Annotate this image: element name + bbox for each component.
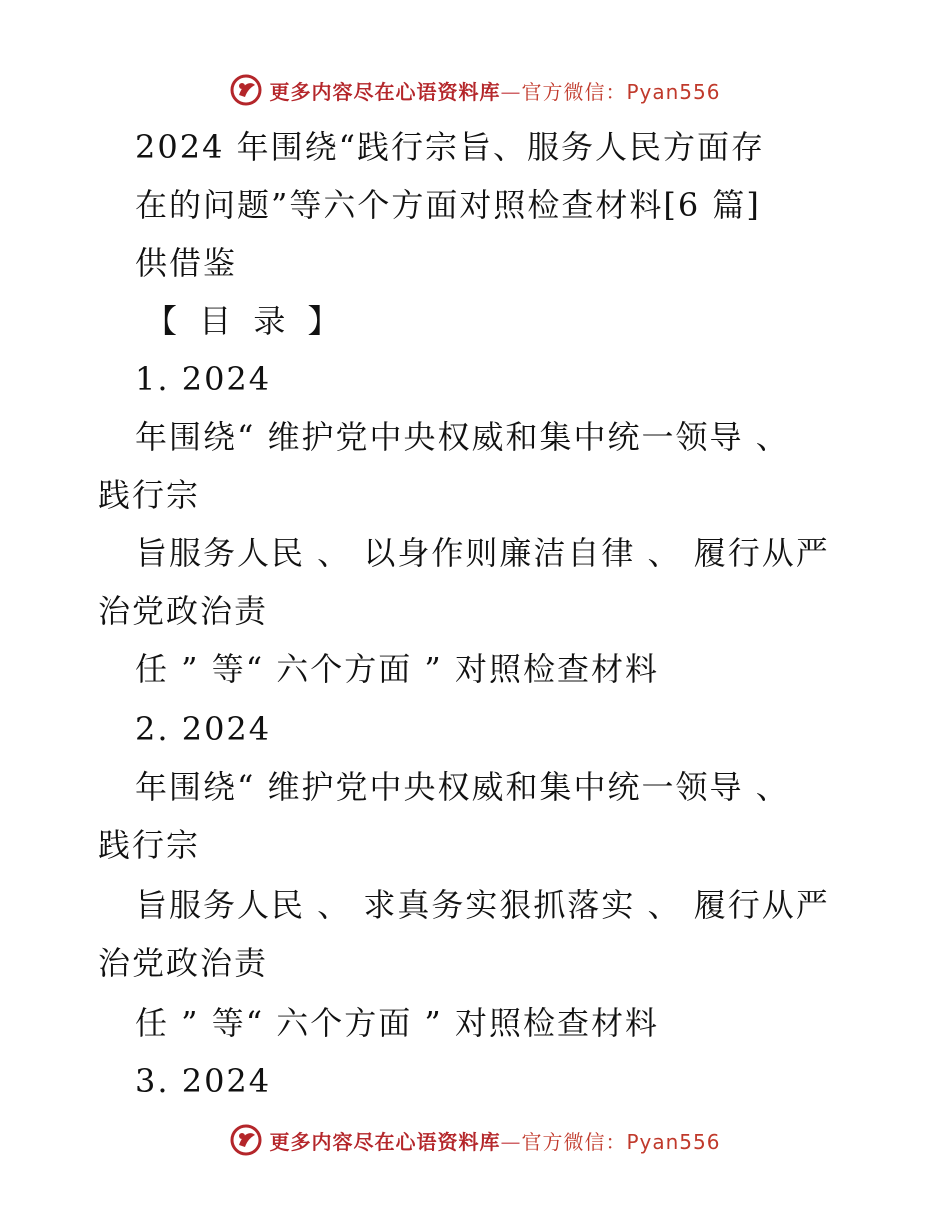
toc-line: 旨服务人民 、 以身作则廉洁自律 、 履行从严 [135, 534, 830, 572]
toc-line: 治党政治责 [98, 592, 269, 630]
toc-line: 任 ” 等“ 六个方面 ” 对照检查材料 [135, 1004, 659, 1042]
watermark-brand: 更多内容尽在心语资料库 [269, 1129, 501, 1154]
toc-line: 年围绕“ 维护党中央权威和集中统一领导 、 [135, 418, 790, 456]
title-line-1: 2024 年围绕“践行宗旨、服务人民方面存 [135, 128, 765, 166]
watermark-separator: — [500, 1129, 522, 1154]
toc-line: 践行宗 [98, 826, 201, 864]
toc-line: 旨服务人民 、 求真务实狠抓落实 、 履行从严 [135, 886, 830, 924]
header-watermark [0, 70, 950, 110]
toc-line: 任 ” 等“ 六个方面 ” 对照检查材料 [135, 650, 659, 688]
toc-item-number: 3. 2024 [135, 1062, 272, 1100]
watermark-contact: 官方微信：Pyan556 [521, 1129, 721, 1154]
flower-logo-icon [229, 1123, 263, 1157]
watermark-contact: 官方微信：Pyan556 [521, 79, 721, 104]
toc-item-number: 2. 2024 [135, 710, 272, 748]
footer-watermark [0, 1120, 950, 1160]
title-line-3: 供借鉴 [135, 244, 238, 282]
flower-logo-icon [229, 73, 263, 107]
toc-line: 践行宗 [98, 476, 201, 514]
toc-line: 治党政治责 [98, 944, 269, 982]
toc-line: 年围绕“ 维护党中央权威和集中统一领导 、 [135, 768, 790, 806]
toc-heading: 【 目 录 】 [145, 302, 346, 340]
watermark-text [269, 76, 720, 105]
title-line-2: 在的问题”等六个方面对照检查材料[6 篇] [135, 186, 761, 224]
watermark-brand: 更多内容尽在心语资料库 [269, 79, 501, 104]
watermark-text [269, 1126, 720, 1155]
toc-item-number: 1. 2024 [135, 360, 272, 398]
watermark-separator: — [500, 79, 522, 104]
